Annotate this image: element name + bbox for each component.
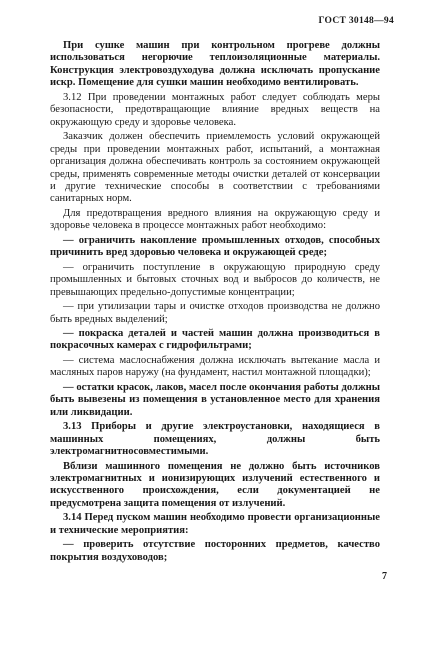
list-item-oil-system: — система маслоснабжения должна исключать вытекание масла и масляных паров наружу (на фундамент, настил монтажной площадки); xyxy=(50,354,380,379)
paragraph-3-13: 3.13 Приборы и другие электроустановки, находящиеся в машинных помещениях, должны быть электромагнитносовместимыми. xyxy=(50,421,380,458)
paragraph-prevention: Для предотвращения вредного влияния на окружающую среду и здоровье человека в процессе монтажных работ необходимо: xyxy=(50,207,380,232)
list-item-check-foreign: — проверить отсутствие посторонних предметов, качество покрытия воздуховодов; xyxy=(50,539,380,563)
document-code-header: ГОСТ 30148—94 xyxy=(318,16,394,26)
list-item-residues: — остатки красок, лаков, масел после окончания работы должны быть вывезены из помещения в установленное место для хранения или ликвидации. xyxy=(50,381,380,418)
list-item-painting: — покраска деталей и частей машин должна производиться в покрасочных камерах с гидрофильтрами; xyxy=(50,327,380,352)
list-item-wastewater: — ограничить поступление в окружающую природную среду промышленных и бытовых сточных вод и выбросов до количеств, не превышающих предельно-допустимые концентрации; xyxy=(50,261,380,298)
paragraph-3-12: 3.12 При проведении монтажных работ следует соблюдать меры безопасности, предотвращающие влияние вредных веществ на окружающую среду и здоровье человека. xyxy=(50,91,380,128)
paragraph-drying: При сушке машин при контрольном прогреве должны использоваться негорючие теплоизоляционные материалы. Конструкция электровоздуходува должна исключать пропускание искр. Помещение для сушки машин необходимо вентилировать. xyxy=(50,40,380,89)
page-number: 7 xyxy=(382,571,387,582)
list-item-packaging: — при утилизации тары и очистке отходов производства не должно быть вредных выделений; xyxy=(50,301,380,325)
paragraph-radiation: Вблизи машинного помещения не должно быть источников электромагнитных и ионизирующих излучений естественного и искусственного происхождения, если документацией не предусмотрена защита помещения от излучений. xyxy=(50,460,380,509)
document-body xyxy=(50,40,380,566)
paragraph-customer: Заказчик должен обеспечить приемлемость условий окружающей среды при проведении монтажных работ, испытаний, а монтажная организация должна обеспечивать контроль за состоянием окружающей среды, применять современные методы очистки деталей от консервации и другие технические способы в соответствии с требованиями санитарных норм. xyxy=(50,131,380,205)
list-item-waste: — ограничить накопление промышленных отходов, способных причинить вред здоровью человека и окружающей среде; xyxy=(50,234,380,259)
paragraph-3-14: 3.14 Перед пуском машин необходимо провести организационные и технические мероприятия: xyxy=(50,512,380,536)
